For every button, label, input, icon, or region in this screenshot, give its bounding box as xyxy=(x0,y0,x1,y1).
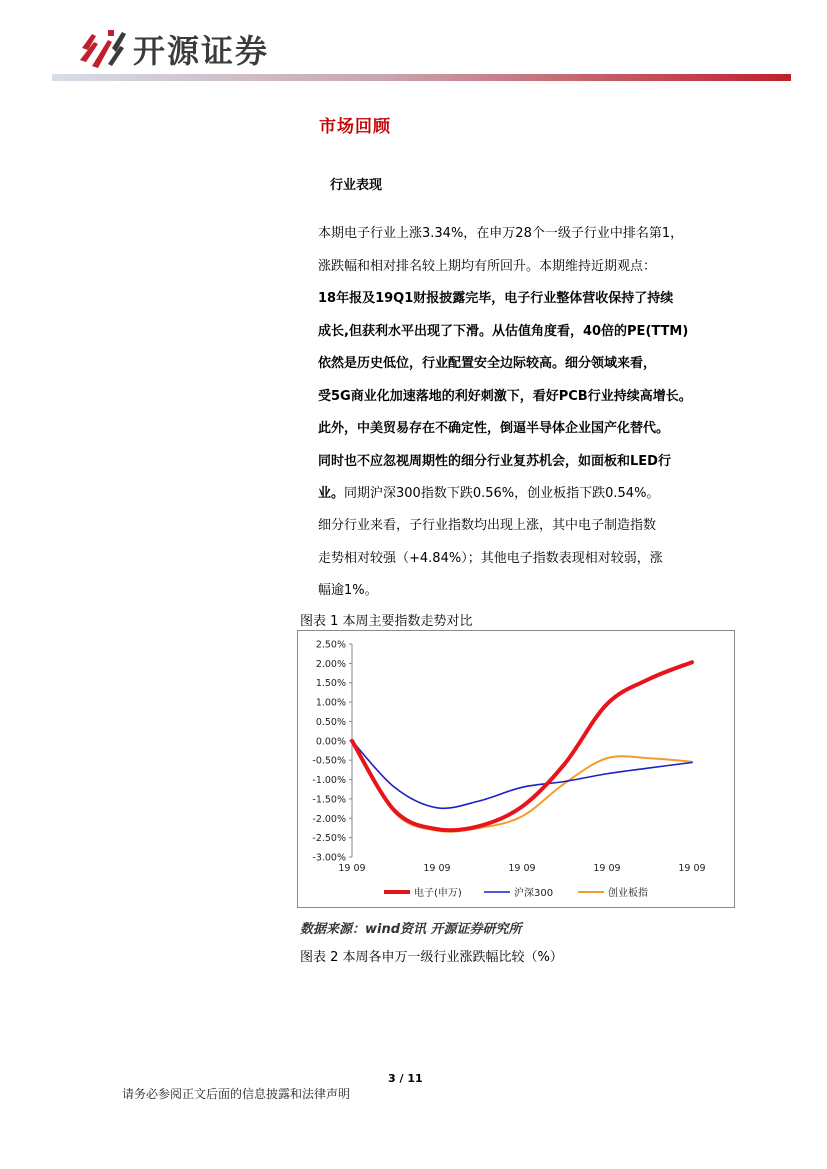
series-line-1 xyxy=(352,741,692,809)
text-run: 同时也不应忽视周期性的细分行业复苏机会，如面板和LED行 xyxy=(318,453,671,469)
y-tick-label: -0.50% xyxy=(312,755,346,767)
footer-disclaimer: 请务必参阅正文后面的信息披露和法律声明 xyxy=(122,1087,351,1101)
brand-name: 开源证券 xyxy=(133,32,270,70)
text-run: 依然是历史低位，行业配置安全边际较高。细分领域来看， xyxy=(318,356,657,371)
paragraph-line: 细分行业来看，子行业指数均出现上涨，其中电子制造指数 xyxy=(318,518,657,533)
paragraph-line xyxy=(318,251,738,284)
y-tick-label: 1.50% xyxy=(315,678,346,690)
text-run: 成长,但获利水平出现了下滑。从估值角度看，40倍的PE(TTM) xyxy=(318,323,689,339)
text-run: 业。 xyxy=(318,486,345,501)
header-divider xyxy=(52,74,791,81)
text-run: 受5G商业化加速落地的利好刺激下，看好PCB行业持续高增长。 xyxy=(318,388,692,404)
brand-logo-icon xyxy=(78,26,128,70)
legend-label: 沪深300 xyxy=(514,888,554,899)
figure1-caption: 图表 1 本周主要指数走势对比 xyxy=(300,614,473,629)
sub-title: 行业表现 xyxy=(330,178,383,193)
x-tick-label: 19 09 xyxy=(508,863,536,874)
page-header xyxy=(0,0,827,90)
paragraph-line: 走势相对较强（+4.84%）；其他电子指数表现相对较弱，涨 xyxy=(318,550,663,566)
figure2-caption: 图表 2 本周各申万一级行业涨跌幅比较（%） xyxy=(300,950,563,965)
x-tick-label: 19 09 xyxy=(678,863,706,874)
x-tick-label: 19 09 xyxy=(338,863,366,874)
x-tick-label: 19 09 xyxy=(593,863,621,874)
y-tick-label: -2.50% xyxy=(312,833,346,845)
y-tick-label: 2.00% xyxy=(315,658,346,670)
paragraph-line xyxy=(318,316,738,349)
y-tick-label: -1.00% xyxy=(312,775,346,787)
index-trend-chart xyxy=(297,630,735,908)
page-number: 3 / 11 xyxy=(388,1072,423,1085)
text-run: 同期沪深300指数下跌0.56%，创业板指下跌0.54%。 xyxy=(344,486,660,501)
paragraph-line xyxy=(318,446,738,479)
y-tick-label: -3.00% xyxy=(312,852,346,864)
paragraph-line xyxy=(318,478,738,511)
text-run: 18年报及19Q1财报披露完毕，电子行业整体营收保持了持续 xyxy=(318,291,674,306)
chart-svg xyxy=(298,631,734,907)
text-run: 此外，中美贸易存在不确定性，倒逼半导体企业国产化替代。 xyxy=(318,421,670,436)
paragraph-industry-performance xyxy=(318,218,738,511)
y-tick-label: 0.00% xyxy=(315,736,346,748)
legend-label: 电子(申万) xyxy=(414,888,462,899)
paragraph-line xyxy=(318,218,738,251)
section-title: 市场回顾 xyxy=(319,117,391,137)
paragraph-line xyxy=(318,381,738,414)
source-note: 数据来源：wind资讯 开源证券研究所 xyxy=(300,922,522,937)
y-tick-label: -2.00% xyxy=(312,813,346,825)
paragraph-line xyxy=(318,348,738,381)
legend-label: 创业板指 xyxy=(608,888,648,899)
text-run: 本期电子行业上涨3.34%，在申万28个一级子行业中排名第1， xyxy=(318,226,684,241)
x-tick-label: 19 09 xyxy=(423,863,451,874)
y-tick-label: 2.50% xyxy=(315,639,346,651)
paragraph-line xyxy=(318,413,738,446)
y-tick-label: -1.50% xyxy=(312,794,346,806)
paragraph-sub-industry xyxy=(318,510,738,608)
y-tick-label: 1.00% xyxy=(315,697,346,709)
series-line-0 xyxy=(352,662,692,830)
y-tick-label: 0.50% xyxy=(315,716,346,728)
text-run: 涨跌幅和相对排名较上期均有所回升。本期维持近期观点： xyxy=(318,258,657,274)
paragraph-line: 幅逾1%。 xyxy=(318,583,378,598)
paragraph-line xyxy=(318,283,738,316)
